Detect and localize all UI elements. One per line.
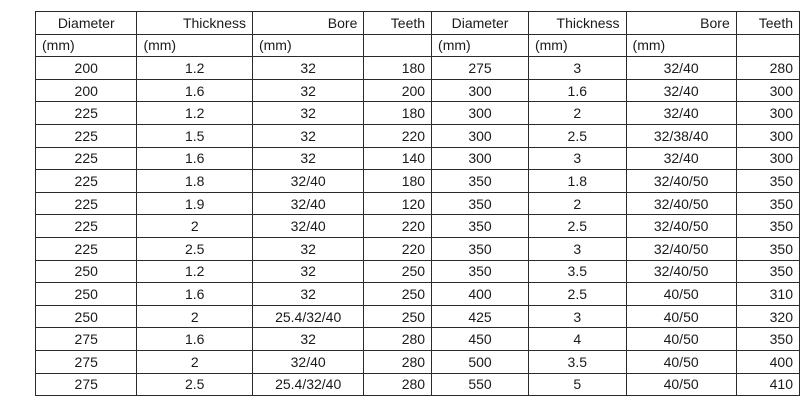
cell-diameter-right: 275 <box>432 57 529 80</box>
header-bore-right: Bore <box>626 12 736 35</box>
cell-bore-right: 32/38/40 <box>626 124 736 147</box>
cell-thickness-left: 1.5 <box>137 124 253 147</box>
cell-bore-left: 32 <box>252 328 363 351</box>
cell-bore-right: 32/40/50 <box>626 215 736 238</box>
cell-bore-left: 32 <box>252 102 363 125</box>
table-body <box>36 12 800 396</box>
cell-bore-right: 32/40 <box>626 102 736 125</box>
cell-diameter-left: 275 <box>36 350 137 373</box>
cell-bore-left: 32 <box>252 79 363 102</box>
table-row <box>36 57 800 80</box>
cell-thickness-right: 3.5 <box>528 260 626 283</box>
table-row <box>36 237 800 260</box>
cell-thickness-left: 1.2 <box>137 57 253 80</box>
cell-teeth-right: 280 <box>736 57 799 80</box>
cell-bore-right: 40/50 <box>626 305 736 328</box>
header-thickness-right: Thickness <box>528 12 626 35</box>
cell-thickness-left: 1.6 <box>137 283 253 306</box>
cell-bore-right: 32/40/50 <box>626 260 736 283</box>
cell-bore-left: 32 <box>252 124 363 147</box>
cell-teeth-right: 350 <box>736 328 799 351</box>
cell-teeth-left: 140 <box>364 147 432 170</box>
cell-thickness-right: 2.5 <box>528 215 626 238</box>
cell-diameter-left: 200 <box>36 57 137 80</box>
cell-teeth-right: 350 <box>736 215 799 238</box>
unit-thickness-left: (mm) <box>137 34 253 57</box>
cell-diameter-left: 200 <box>36 79 137 102</box>
cell-diameter-left: 225 <box>36 192 137 215</box>
cell-diameter-left: 275 <box>36 328 137 351</box>
cell-bore-right: 32/40 <box>626 57 736 80</box>
table-row <box>36 328 800 351</box>
cell-bore-right: 32/40 <box>626 79 736 102</box>
cell-teeth-left: 220 <box>364 215 432 238</box>
cell-teeth-right: 320 <box>736 305 799 328</box>
unit-row <box>36 34 800 57</box>
cell-teeth-right: 410 <box>736 373 799 396</box>
header-teeth-right: Teeth <box>736 12 799 35</box>
cell-bore-left: 25.4/32/40 <box>252 305 363 328</box>
cell-thickness-right: 3.5 <box>528 350 626 373</box>
cell-diameter-right: 450 <box>432 328 529 351</box>
table-row <box>36 373 800 396</box>
cell-diameter-right: 350 <box>432 215 529 238</box>
cell-diameter-left: 250 <box>36 305 137 328</box>
cell-teeth-right: 310 <box>736 283 799 306</box>
cell-diameter-right: 350 <box>432 260 529 283</box>
cell-thickness-left: 2 <box>137 305 253 328</box>
table-row <box>36 147 800 170</box>
cell-thickness-left: 2 <box>137 350 253 373</box>
unit-thickness-right: (mm) <box>528 34 626 57</box>
cell-diameter-right: 300 <box>432 102 529 125</box>
cell-bore-right: 32/40/50 <box>626 192 736 215</box>
cell-diameter-left: 225 <box>36 124 137 147</box>
table-row <box>36 260 800 283</box>
table-row <box>36 215 800 238</box>
cell-teeth-left: 180 <box>364 170 432 193</box>
header-diameter-right: Diameter <box>432 12 529 35</box>
cell-teeth-right: 400 <box>736 350 799 373</box>
cell-diameter-right: 350 <box>432 237 529 260</box>
table-row <box>36 170 800 193</box>
cell-diameter-right: 500 <box>432 350 529 373</box>
cell-diameter-left: 275 <box>36 373 137 396</box>
cell-bore-left: 32/40 <box>252 350 363 373</box>
table-row <box>36 350 800 373</box>
cell-diameter-left: 225 <box>36 102 137 125</box>
cell-diameter-left: 250 <box>36 283 137 306</box>
cell-thickness-left: 1.6 <box>137 147 253 170</box>
cell-thickness-left: 2.5 <box>137 237 253 260</box>
cell-thickness-right: 2 <box>528 102 626 125</box>
cell-teeth-left: 280 <box>364 350 432 373</box>
cell-thickness-left: 1.9 <box>137 192 253 215</box>
cell-teeth-right: 350 <box>736 192 799 215</box>
cell-bore-right: 32/40/50 <box>626 237 736 260</box>
header-teeth-left: Teeth <box>364 12 432 35</box>
table-row <box>36 192 800 215</box>
cell-diameter-right: 350 <box>432 170 529 193</box>
cell-bore-right: 40/50 <box>626 328 736 351</box>
cell-teeth-left: 250 <box>364 305 432 328</box>
cell-teeth-left: 180 <box>364 57 432 80</box>
cell-teeth-left: 220 <box>364 124 432 147</box>
cell-thickness-left: 2 <box>137 215 253 238</box>
header-diameter-left: Diameter <box>36 12 137 35</box>
cell-thickness-right: 2 <box>528 192 626 215</box>
cell-thickness-left: 1.8 <box>137 170 253 193</box>
cell-bore-left: 32 <box>252 57 363 80</box>
cell-diameter-left: 250 <box>36 260 137 283</box>
cell-bore-left: 32/40 <box>252 170 363 193</box>
header-bore-left: Bore <box>252 12 363 35</box>
cell-teeth-right: 300 <box>736 124 799 147</box>
cell-teeth-right: 300 <box>736 102 799 125</box>
cell-diameter-right: 350 <box>432 192 529 215</box>
cell-teeth-left: 200 <box>364 79 432 102</box>
cell-diameter-left: 225 <box>36 170 137 193</box>
cell-teeth-left: 180 <box>364 102 432 125</box>
cell-diameter-left: 225 <box>36 147 137 170</box>
cell-bore-left: 32 <box>252 147 363 170</box>
cell-bore-left: 32/40 <box>252 215 363 238</box>
unit-bore-right: (mm) <box>626 34 736 57</box>
cell-teeth-right: 300 <box>736 79 799 102</box>
table-row <box>36 124 800 147</box>
cell-bore-left: 32 <box>252 237 363 260</box>
cell-bore-left: 32 <box>252 283 363 306</box>
cell-diameter-right: 400 <box>432 283 529 306</box>
cell-thickness-left: 1.6 <box>137 79 253 102</box>
cell-thickness-right: 3 <box>528 237 626 260</box>
table-row <box>36 305 800 328</box>
cell-thickness-left: 1.2 <box>137 260 253 283</box>
cell-thickness-right: 1.6 <box>528 79 626 102</box>
cell-diameter-right: 300 <box>432 147 529 170</box>
cell-teeth-right: 350 <box>736 170 799 193</box>
cell-bore-right: 40/50 <box>626 350 736 373</box>
cell-teeth-right: 350 <box>736 260 799 283</box>
cell-diameter-left: 225 <box>36 215 137 238</box>
unit-bore-left: (mm) <box>252 34 363 57</box>
table-row <box>36 79 800 102</box>
cell-teeth-left: 280 <box>364 373 432 396</box>
saw-blade-spec-table <box>35 11 800 396</box>
table-row <box>36 102 800 125</box>
cell-teeth-left: 250 <box>364 260 432 283</box>
cell-bore-left: 32/40 <box>252 192 363 215</box>
cell-diameter-right: 425 <box>432 305 529 328</box>
cell-diameter-left: 225 <box>36 237 137 260</box>
cell-diameter-right: 550 <box>432 373 529 396</box>
unit-teeth-left <box>364 34 432 57</box>
cell-bore-right: 40/50 <box>626 283 736 306</box>
cell-thickness-right: 2.5 <box>528 283 626 306</box>
header-row <box>36 12 800 35</box>
cell-thickness-left: 1.6 <box>137 328 253 351</box>
cell-bore-right: 32/40/50 <box>626 170 736 193</box>
header-thickness-left: Thickness <box>137 12 253 35</box>
cell-bore-right: 32/40 <box>626 147 736 170</box>
cell-thickness-right: 2.5 <box>528 124 626 147</box>
cell-teeth-left: 280 <box>364 328 432 351</box>
unit-diameter-right: (mm) <box>432 34 529 57</box>
cell-thickness-right: 4 <box>528 328 626 351</box>
cell-diameter-right: 300 <box>432 79 529 102</box>
cell-thickness-right: 5 <box>528 373 626 396</box>
cell-bore-left: 25.4/32/40 <box>252 373 363 396</box>
cell-teeth-right: 300 <box>736 147 799 170</box>
cell-thickness-right: 1.8 <box>528 170 626 193</box>
unit-teeth-right <box>736 34 799 57</box>
cell-thickness-right: 3 <box>528 147 626 170</box>
cell-thickness-left: 2.5 <box>137 373 253 396</box>
spec-table-wrapper <box>35 11 800 396</box>
cell-bore-right: 40/50 <box>626 373 736 396</box>
cell-teeth-left: 120 <box>364 192 432 215</box>
cell-teeth-right: 350 <box>736 237 799 260</box>
cell-thickness-left: 1.2 <box>137 102 253 125</box>
cell-teeth-left: 250 <box>364 283 432 306</box>
table-row <box>36 283 800 306</box>
cell-thickness-right: 3 <box>528 305 626 328</box>
cell-diameter-right: 300 <box>432 124 529 147</box>
cell-teeth-left: 220 <box>364 237 432 260</box>
cell-bore-left: 32 <box>252 260 363 283</box>
cell-thickness-right: 3 <box>528 57 626 80</box>
unit-diameter-left: (mm) <box>36 34 137 57</box>
